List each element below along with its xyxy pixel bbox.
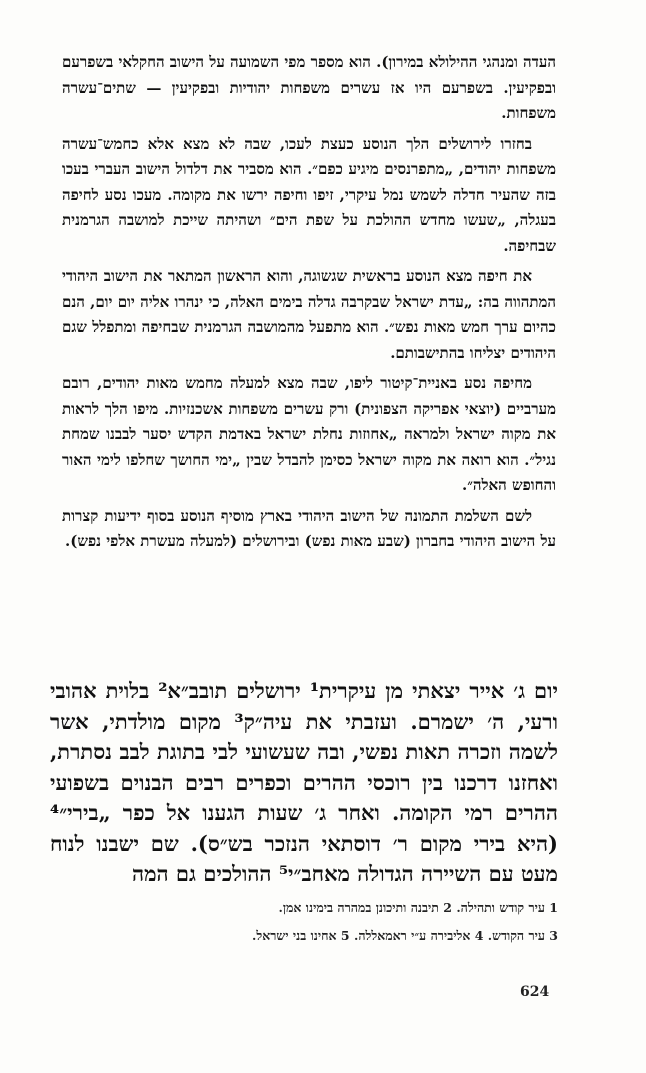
- diary-paragraph: יום ג׳ אייר יצאתי מן עיקרית¹ ירושלים תובב״א² בלוית אהובי ורעי, ה׳ ישמרם. ועזבתי את עיה״ק³ מקום מולדתי, אשר לשמה וזכרה תאות נפשי, ובה שעשועי לבי בתוגת לבב נסתרת, ואחזנו דרכנו בין רוכסי ההרים וכפרים רבים הבנוים בשפועי ההרים רמי הקומה. ואחר ג׳ שעות הגענו אל כפר „בירי״⁴ (היא בירי מקום ר׳ דוסתאי הנזכר בש״ס). שם ישבנו לנוח מעט עם השיירה הגדולה מאחב״י⁵ ההולכים גם המה: [50, 678, 559, 886]
- footnotes: [44, 894, 558, 950]
- diary-excerpt: [50, 676, 558, 890]
- intro-paragraph: מחיפה נסע באניית־קיטור ליפו, שבה מצא למעלה מחמש מאות יהודים, רובם מערביים (יוצאי אפריקה הצפונית) ורק עשרים משפחות אשכנזיות. מיפו הלך לראות את מקוה ישראל ולמראה „אחוזות נחלת ישראל באדמת הקדש יסער לבבנו שמחת נגיל״. הוא רואה את מקוה ישראל כסימן להבדל שבין „ימי החושך שחלפו לימי האור והחופש האלה״.: [62, 374, 556, 494]
- intro-text-block: [62, 50, 556, 560]
- page-number: 624: [520, 984, 550, 1000]
- footnote-line: 3 עיר הקודש. 4 אליבירה ע״י ראמאללה. 5 אחינו בני ישראל.: [252, 928, 558, 943]
- intro-paragraph: את חיפה מצא הנוסע בראשית שגשוגה, והוא הראשון המתאר את הישוב היהודי המתהווה בה: „עדת ישראל שבקרבה גדלה בימים האלה, כי ינהרו אליה יום יום, הנם כהיום ערך חמש מאות נפש״. הוא מתפעל מהמושבה הגרמנית שבחיפה ומתפלל שגם היהודים יצליחו בהתישבותם.: [62, 267, 556, 362]
- intro-paragraph: בחזרו לירושלים הלך הנוסע כעצת לעכו, שבה לא מצא אלא כחמש־עשרה משפחות יהודים, „מתפרנסים מיגיע כפם״. הוא מסביר את דלדול הישוב העברי בעכו בזה שהעיר חדלה לשמש נמל עיקרי, זיפו וחיפה ירשו את מקומה. מעכו נסע לחיפה בעגלה, „שעשו מחדש ההולכת על שפת הים״ ושהיתה שייכת למושבה הגרמנית שבחיפה.: [62, 134, 556, 255]
- intro-paragraph: העדה ומנהגי ההילולא במירון). הוא מספר מפי השמועה על הישוב החקלאי בשפרעם ובפקיעין. בשפרעם היו אז עשרים משפחות יהודיות ובפקיעין — שתים־עשרה משפחות.: [62, 53, 556, 122]
- footnote-line: 1 עיר קודש ותהילה. 2 תיבנה ותיכונן במהרה בימינו אמן.: [278, 900, 558, 915]
- intro-paragraph: לשם השלמת התמונה של הישוב היהודי בארץ מוסיף הנוסע בסוף ידיעות קצרות על הישוב היהודי בחברון (שבע מאות נפש) ובירושלים (למעלה מעשרת אלפי נפש).: [62, 506, 556, 550]
